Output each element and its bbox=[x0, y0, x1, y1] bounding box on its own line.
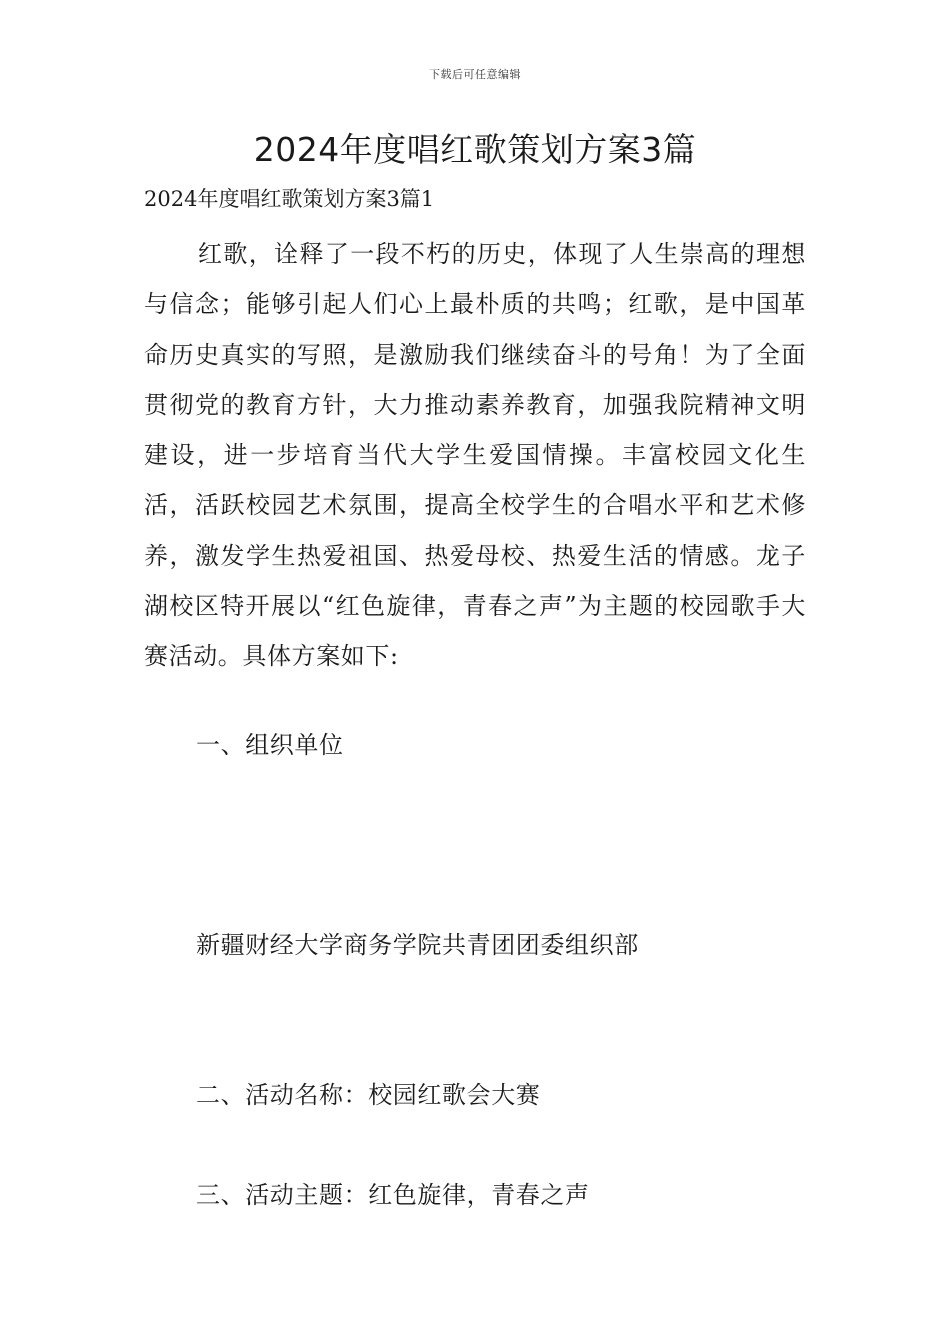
section-activity-name: 二、活动名称：校园红歌会大赛 bbox=[196, 1081, 541, 1109]
document-subtitle: 2024年度唱红歌策划方案3篇1 bbox=[144, 187, 435, 211]
section-organizer-text: 新疆财经大学商务学院共青团团委组织部 bbox=[196, 931, 639, 959]
section-activity-theme: 三、活动主题：红色旋律，青春之声 bbox=[196, 1181, 590, 1209]
header-note: 下载后可任意编辑 bbox=[429, 68, 521, 81]
section-organizer-heading: 一、组织单位 bbox=[196, 731, 344, 759]
document-title: 2024年度唱红歌策划方案3篇 bbox=[253, 130, 697, 169]
intro-paragraph: 红歌，诠释了一段不朽的历史，体现了人生崇高的理想与信念；能够引起人们心上最朴质的共鸣；红歌，是中国革命历史真实的写照，是激励我们继续奋斗的号角！为了全面贯彻党的教育方针，大力推动素养教育，加强我院精神文明建设，进一步培育当代大学生爱国情操。丰富校园文化生活，活跃校园艺术氛围，提高全校学生的合唱水平和艺术修养，激发学生热爱祖国、热爱母校、热爱生活的情感。龙子湖校区特开展以“红色旋律，青春之声”为主题的校园歌手大赛活动。具体方案如下: bbox=[144, 240, 806, 671]
